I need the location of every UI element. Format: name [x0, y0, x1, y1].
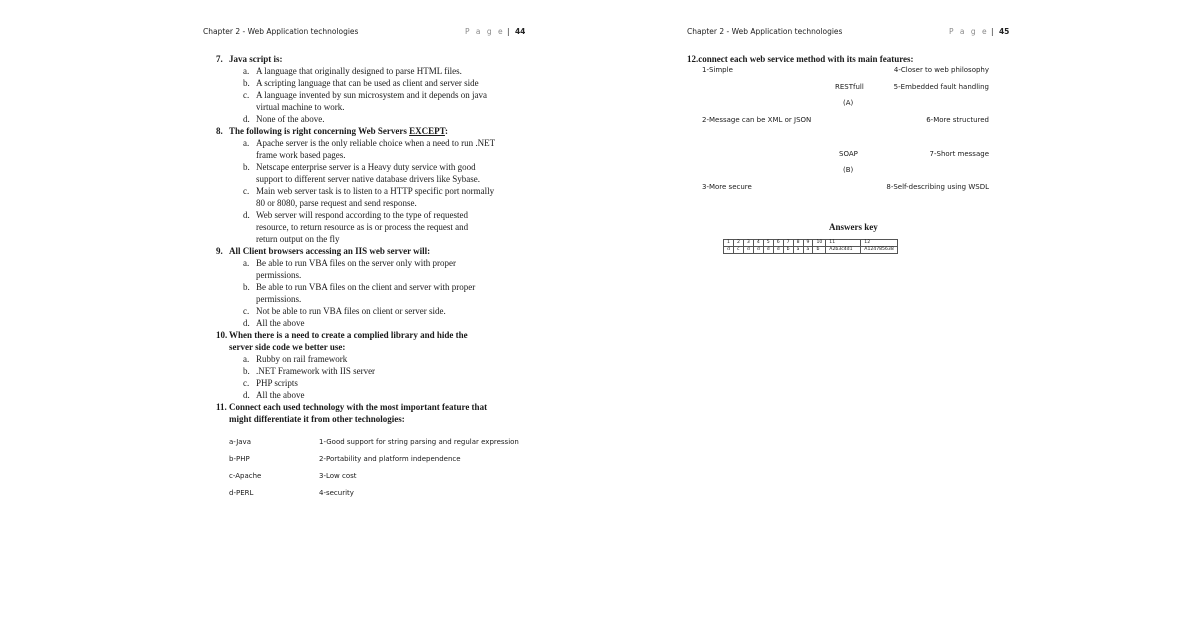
page-separator: |: [991, 27, 994, 36]
answer-number: 5: [763, 240, 773, 247]
question-text: Connect each used technology with the most important feature that: [229, 402, 488, 412]
answer-number: 12: [861, 240, 898, 247]
answer-value: b: [783, 247, 793, 254]
answer-value: A2b3c4d1: [826, 247, 861, 254]
option-8b: b. Netscape enterprise server is a Heavy duty service with good support to different server native database drivers like Sybase.: [243, 162, 481, 184]
label-a: (A): [843, 99, 854, 107]
answers-key-title: Answers key: [829, 222, 878, 232]
answers-key-table: [723, 239, 898, 254]
match-right-3: 3-Low cost: [319, 472, 357, 480]
question-tail: :: [444, 126, 448, 136]
option-10d: d. All the above: [243, 390, 305, 400]
question-except: EXCEPT: [409, 126, 445, 136]
question-9: [216, 245, 430, 257]
question-number: 12.: [687, 54, 699, 64]
option-9a: a. Be able to run VBA files on the server only with proper permissions.: [243, 258, 457, 280]
answer-number: 2: [733, 240, 743, 247]
question-10: [216, 329, 468, 341]
answer-number: 4: [753, 240, 763, 247]
question-text: The following is right concerning Web Servers: [229, 126, 407, 136]
question-11-continued: might differentiate it from other technologies:: [229, 414, 405, 424]
option-8a: a. Apache server is the only reliable choice when a need to run .NET frame work based pages.: [243, 138, 496, 160]
match-right-2: 2-Portability and platform independence: [319, 455, 461, 463]
answer-value: A124785638: [861, 247, 898, 254]
answers-header-row: [724, 240, 898, 247]
page-number-value: 45: [998, 27, 1010, 36]
question-text: When there is a need to create a complied library and hide the: [229, 330, 468, 340]
match-left-apache: c-Apache: [229, 472, 262, 480]
answer-value: d: [753, 247, 763, 254]
page-word: P a g e: [465, 27, 505, 36]
match-left-java: a-Java: [229, 438, 251, 446]
question-8: [216, 125, 448, 137]
question-text: connect each web service method with its main features:: [698, 54, 914, 64]
page-number-value: 44: [514, 27, 526, 36]
question-12: [687, 53, 914, 65]
question-number: 9.: [216, 246, 223, 256]
option-7c: c. A language invented by sun microsystem and it depends on java virtual machine to work.: [243, 90, 487, 112]
question-number: 10.: [216, 330, 228, 340]
question-number: 8.: [216, 126, 223, 136]
page-word: P a g e: [949, 27, 989, 36]
right-page-header: Chapter 2 - Web Application technologies: [687, 27, 843, 36]
feature-more-secure: 3-More secure: [702, 183, 752, 191]
feature-message: 2-Message can be XML or JSON: [702, 116, 812, 124]
question-number: 7.: [216, 54, 223, 64]
option-10b: b. .NET Framework with IIS server: [243, 366, 376, 376]
question-number: 11.: [216, 402, 227, 412]
answer-number: 8: [793, 240, 803, 247]
method-restfull: RESTfull: [835, 83, 864, 91]
option-7a: a. A language that originally designed to parse HTML files.: [243, 66, 462, 76]
answer-value: d: [724, 247, 734, 254]
answer-value: b: [813, 247, 826, 254]
feature-closer: 4-Closer to web philosophy: [893, 66, 989, 74]
page-separator: |: [507, 27, 510, 36]
left-page-header: Chapter 2 - Web Application technologies: [203, 27, 359, 36]
left-page-number: [465, 27, 525, 36]
option-9d: d. All the above: [243, 318, 305, 328]
right-page-number: [949, 27, 1009, 36]
question-11: [216, 401, 487, 413]
answer-number: 10: [813, 240, 826, 247]
answer-number: 9: [803, 240, 813, 247]
question-10-continued: server side code we better use:: [229, 342, 346, 352]
option-8d: d. Web server will respond according to the type of requested resource, to return resource as is or process the request and return output on the fly: [243, 210, 469, 244]
option-9c: c. Not be able to run VBA files on client or server side.: [243, 306, 446, 316]
option-7b: b. A scripting language that can be used as client and server side: [243, 78, 479, 88]
answer-value: a: [803, 247, 813, 254]
feature-short-message: 7-Short message: [929, 150, 989, 158]
question-text: All Client browsers accessing an IIS web server will:: [229, 246, 431, 256]
option-9b: b. Be able to run VBA files on the client and server with proper permissions.: [243, 282, 476, 304]
feature-more-structured: 6-More structured: [926, 116, 989, 124]
answer-number: 7: [783, 240, 793, 247]
answer-value: c: [733, 247, 743, 254]
match-right-1: 1-Good support for string parsing and regular expression: [319, 438, 519, 446]
answer-number: 3: [743, 240, 753, 247]
answer-number: 6: [773, 240, 783, 247]
method-soap: SOAP: [839, 150, 858, 158]
label-b: (B): [843, 166, 854, 174]
answers-value-row: [724, 247, 898, 254]
feature-embedded: 5-Embedded fault handling: [893, 83, 989, 91]
answer-value: d: [763, 247, 773, 254]
answer-number: 11: [826, 240, 861, 247]
answer-number: 1: [724, 240, 734, 247]
option-10a: a. Rubby on rail framework: [243, 354, 348, 364]
match-right-4: 4-security: [319, 489, 354, 497]
option-8c: c. Main web server task is to listen to a HTTP specific port normally 80 or 8080, parse request and send response.: [243, 186, 495, 208]
question-text: Java script is:: [229, 54, 283, 64]
match-left-perl: d-PERL: [229, 489, 254, 497]
feature-self-describing: 8-Self-describing using WSDL: [886, 183, 989, 191]
match-left-php: b-PHP: [229, 455, 250, 463]
option-10c: c. PHP scripts: [243, 378, 298, 388]
question-7: [216, 53, 283, 65]
answer-value: a: [793, 247, 803, 254]
answer-value: d: [773, 247, 783, 254]
answer-value: d: [743, 247, 753, 254]
feature-simple: 1-Simple: [702, 66, 733, 74]
option-7d: d. None of the above.: [243, 114, 325, 124]
